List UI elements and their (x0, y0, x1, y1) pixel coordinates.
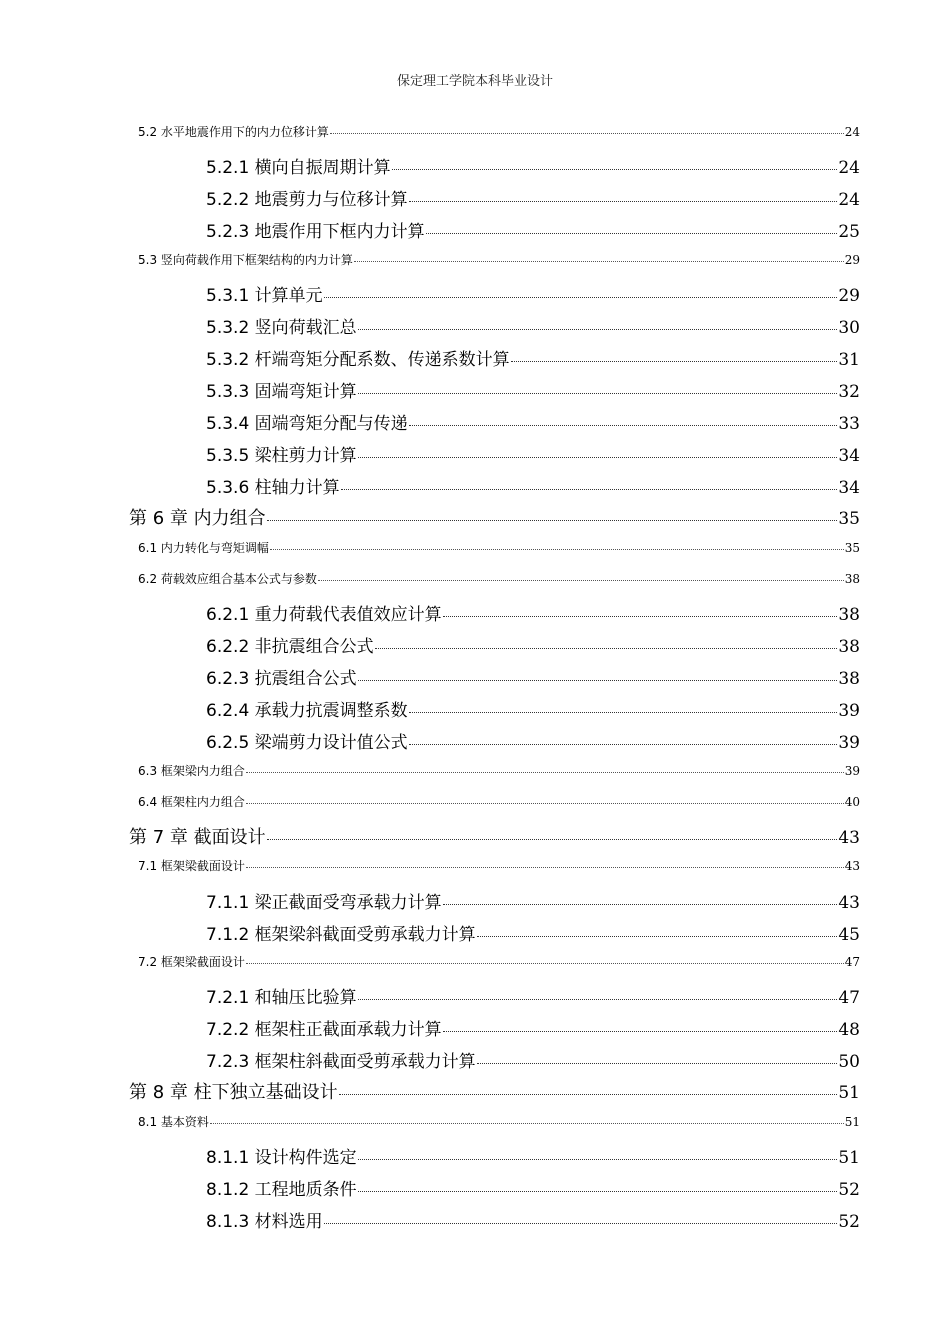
toc-entry-page: 39 (838, 732, 860, 753)
toc-entry-page: 52 (838, 1211, 860, 1232)
toc-entry-page: 39 (838, 700, 860, 721)
toc-entry-page: 52 (838, 1179, 860, 1200)
toc-entry-page: 24 (844, 125, 860, 139)
toc-entry[interactable] (206, 696, 860, 721)
toc-entry[interactable] (138, 857, 860, 874)
toc-entry-title: 7.2 框架梁截面设计 (138, 955, 245, 969)
toc-entry-page: 51 (838, 1083, 860, 1103)
toc-dot-leader (267, 520, 838, 521)
toc-entry-page: 25 (838, 221, 860, 242)
toc-entry-title: 5.3.5 梁柱剪力计算 (206, 445, 357, 466)
toc-entry-page: 29 (838, 285, 860, 306)
toc-entry[interactable] (206, 281, 860, 306)
toc-entry[interactable] (206, 600, 860, 625)
toc-entry-page: 34 (838, 445, 860, 466)
toc-entry-page: 34 (838, 477, 860, 498)
toc-entry-title: 5.2.3 地震作用下框内力计算 (206, 221, 425, 242)
toc-entry[interactable] (138, 251, 860, 268)
page-header: 保定理工学院本科毕业设计 (396, 74, 553, 89)
toc-entry-page: 47 (844, 955, 860, 969)
toc-entry[interactable] (206, 409, 860, 434)
toc-entry-page: 40 (844, 795, 860, 809)
toc-entry[interactable] (138, 953, 860, 970)
toc-entry[interactable] (206, 1207, 860, 1232)
toc-entry-title: 6.3 框架梁内力组合 (138, 764, 245, 778)
toc-entry-title: 第 8 章 柱下独立基础设计 (129, 1082, 338, 1103)
toc-entry-title: 6.2.3 抗震组合公式 (206, 668, 357, 689)
toc-entry[interactable] (138, 1113, 860, 1130)
toc-entry[interactable] (138, 762, 860, 779)
toc-entry[interactable] (206, 920, 860, 945)
toc-entry[interactable] (206, 1175, 860, 1200)
toc-entry[interactable] (138, 570, 860, 587)
toc-entry-title: 5.3.1 计算单元 (206, 285, 323, 306)
toc-dot-leader (358, 393, 838, 394)
toc-dot-leader (409, 425, 838, 426)
toc-entry-page: 29 (844, 253, 860, 267)
toc-entry-page: 45 (838, 924, 860, 945)
toc-entry-page: 33 (838, 413, 860, 434)
toc-entry-title: 6.2.2 非抗震组合公式 (206, 636, 374, 657)
toc-entry-page: 30 (838, 317, 860, 338)
toc-dot-leader (339, 1094, 838, 1095)
toc-dot-leader (324, 1223, 838, 1224)
toc-dot-leader (330, 133, 844, 134)
toc-dot-leader (409, 744, 838, 745)
toc-entry-title: 5.3 竖向荷载作用下框架结构的内力计算 (138, 253, 353, 267)
toc-entry-title: 6.1 内力转化与弯矩调幅 (138, 541, 269, 555)
toc-dot-leader (392, 169, 838, 170)
toc-entry-title: 6.2 荷载效应组合基本公式与参数 (138, 572, 317, 586)
toc-entry[interactable] (206, 632, 860, 657)
toc-entry-title: 6.4 框架柱内力组合 (138, 795, 245, 809)
toc-dot-leader (358, 329, 838, 330)
toc-entry-page: 43 (838, 828, 860, 848)
toc-entry-page: 38 (838, 668, 860, 689)
toc-entry-title: 7.1.2 框架梁斜截面受剪承载力计算 (206, 924, 476, 945)
toc-entry-title: 6.2.4 承载力抗震调整系数 (206, 700, 408, 721)
toc-entry-title: 7.2.3 框架柱斜截面受剪承载力计算 (206, 1051, 476, 1072)
toc-entry-page: 39 (844, 764, 860, 778)
toc-entry-page: 43 (844, 859, 860, 873)
toc-dot-leader (477, 936, 838, 937)
toc-entry-title: 第 7 章 截面设计 (129, 827, 266, 848)
toc-entry-page: 32 (838, 381, 860, 402)
toc-dot-leader (270, 549, 844, 550)
toc-dot-leader (358, 680, 838, 681)
toc-dot-leader (358, 457, 838, 458)
toc-entry-title: 5.2.2 地震剪力与位移计算 (206, 189, 408, 210)
toc-entry-title: 7.2.2 框架柱正截面承载力计算 (206, 1019, 442, 1040)
toc-entry-page: 48 (838, 1019, 860, 1040)
toc-entry[interactable] (206, 217, 860, 242)
toc-entry-page: 24 (838, 189, 860, 210)
toc-dot-leader (267, 839, 838, 840)
toc-entry-title: 5.3.4 固端弯矩分配与传递 (206, 413, 408, 434)
toc-entry[interactable] (206, 983, 860, 1008)
toc-entry[interactable] (206, 888, 860, 913)
toc-entry-page: 47 (838, 987, 860, 1008)
toc-entry-page: 51 (838, 1147, 860, 1168)
toc-dot-leader (375, 648, 838, 649)
toc-entry[interactable] (206, 345, 860, 370)
toc-entry[interactable] (206, 441, 860, 466)
toc-entry-page: 43 (838, 892, 860, 913)
toc-dot-leader (409, 712, 838, 713)
toc-entry-page: 31 (838, 349, 860, 370)
toc-entry[interactable] (129, 823, 860, 849)
toc-dot-leader (354, 261, 844, 262)
toc-dot-leader (358, 1159, 838, 1160)
toc-entry-title: 7.1.1 梁正截面受弯承载力计算 (206, 892, 442, 913)
toc-entry-title: 5.3.2 杆端弯矩分配系数、传递系数计算 (206, 349, 510, 370)
toc-entry-title: 8.1.1 设计构件选定 (206, 1147, 357, 1168)
toc-dot-leader (477, 1063, 838, 1064)
toc-entry-page: 38 (838, 636, 860, 657)
toc-dot-leader (246, 963, 844, 964)
toc-dot-leader (443, 616, 838, 617)
toc-entry-page: 24 (838, 157, 860, 178)
toc-entry[interactable] (206, 313, 860, 338)
toc-dot-leader (210, 1123, 844, 1124)
toc-entry-title: 8.1 基本资料 (138, 1115, 209, 1129)
toc-entry[interactable] (138, 793, 860, 810)
toc-entry[interactable] (206, 1015, 860, 1040)
toc-entry[interactable] (138, 123, 860, 140)
toc-entry-title: 5.3.6 柱轴力计算 (206, 477, 340, 498)
toc-entry-page: 35 (838, 509, 860, 529)
toc-entry-title: 5.2.1 横向自振周期计算 (206, 157, 391, 178)
toc-dot-leader (246, 772, 844, 773)
toc-entry-title: 6.2.5 梁端剪力设计值公式 (206, 732, 408, 753)
toc-entry-page: 51 (844, 1115, 860, 1129)
toc-entry-title: 5.3.2 竖向荷载汇总 (206, 317, 357, 338)
toc-entry[interactable] (206, 185, 860, 210)
toc-entry[interactable] (206, 377, 860, 402)
toc-entry-title: 5.2 水平地震作用下的内力位移计算 (138, 125, 329, 139)
toc-dot-leader (318, 580, 844, 581)
toc-entry-title: 7.2.1 和轴压比验算 (206, 987, 357, 1008)
toc-entry-title: 7.1 框架梁截面设计 (138, 859, 245, 873)
toc-entry-page: 38 (838, 604, 860, 625)
toc-dot-leader (324, 297, 838, 298)
toc-dot-leader (246, 867, 844, 868)
toc-entry-title: 第 6 章 内力组合 (129, 508, 266, 529)
toc-dot-leader (358, 1191, 838, 1192)
toc-entry[interactable] (138, 539, 860, 556)
toc-dot-leader (511, 361, 838, 362)
toc-dot-leader (409, 201, 838, 202)
toc-entry[interactable] (206, 1143, 860, 1168)
toc-dot-leader (358, 999, 838, 1000)
toc-dot-leader (426, 233, 838, 234)
toc-entry-page: 35 (844, 541, 860, 555)
toc-entry[interactable] (206, 153, 860, 178)
toc-dot-leader (443, 904, 838, 905)
toc-entry-title: 8.1.2 工程地质条件 (206, 1179, 357, 1200)
toc-entry[interactable] (129, 504, 860, 530)
toc-entry[interactable] (129, 1078, 860, 1104)
toc-entry-page: 50 (838, 1051, 860, 1072)
toc-entry[interactable] (206, 1047, 860, 1072)
toc-dot-leader (443, 1031, 838, 1032)
toc-entry[interactable] (206, 473, 860, 498)
toc-entry-title: 6.2.1 重力荷载代表值效应计算 (206, 604, 442, 625)
toc-entry[interactable] (206, 728, 860, 753)
toc-entry-title: 8.1.3 材料选用 (206, 1211, 323, 1232)
toc-entry-title: 5.3.3 固端弯矩计算 (206, 381, 357, 402)
toc-entry-page: 38 (844, 572, 860, 586)
toc-dot-leader (246, 803, 844, 804)
toc-dot-leader (341, 489, 838, 490)
toc-entry[interactable] (206, 664, 860, 689)
